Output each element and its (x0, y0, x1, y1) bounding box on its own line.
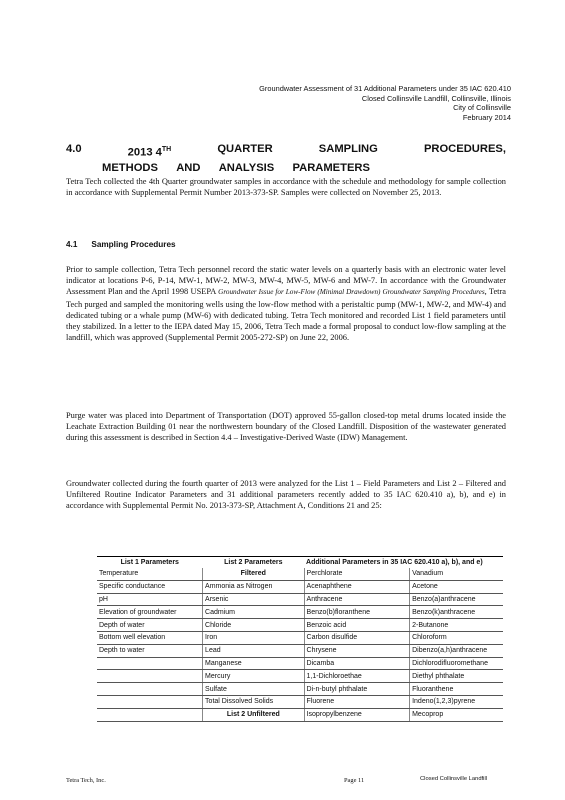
table-cell (97, 708, 203, 721)
table-cell: Dicamba (304, 657, 410, 670)
section-title-line2-word-3: ANALYSIS (218, 161, 275, 174)
table-cell: Di-n-butyl phthalate (304, 683, 410, 696)
table-cell: Specific conductance (97, 580, 203, 593)
table-row (97, 580, 503, 593)
header-line-2: Closed Collinsville Landfill, Collinsville, Illinois (361, 93, 511, 103)
table-cell (97, 657, 203, 670)
table-cell: Bottom well elevation (97, 631, 203, 644)
table-cell: Arsenic (203, 593, 305, 606)
table-row (97, 593, 503, 606)
table-cell: Benzo(a)anthracene (410, 593, 503, 606)
table-cell: Dichlorodifluoromethane (410, 657, 503, 670)
table-cell: Sulfate (203, 683, 305, 696)
table-row (97, 606, 503, 619)
section-title-line2-word-2: AND (176, 161, 201, 174)
table-cell: Iron (203, 631, 305, 644)
table-cell (97, 695, 203, 708)
table-cell: Chloroform (410, 631, 503, 644)
table-cell: Elevation of groundwater (97, 606, 203, 619)
table-cell: 1,1-Dichloroethae (304, 670, 410, 683)
table-cell: 2-Butanone (410, 619, 503, 632)
table-cell: Ammonia as Nitrogen (203, 580, 305, 593)
table-cell: List 2 Unfiltered (203, 708, 305, 721)
table-cell: Lead (203, 644, 305, 657)
table-row (97, 695, 503, 708)
table-cell: Acenaphthene (304, 580, 410, 593)
table-cell: Benzo(k)anthracene (410, 606, 503, 619)
table-cell: Carbon disulfide (304, 631, 410, 644)
table-cell: Benzo(b)floranthene (304, 606, 410, 619)
table-row (97, 644, 503, 657)
section-number: 4.0 (66, 143, 82, 155)
table-header-additional: Additional Parameters in 35 IAC 620.410 a), b), and e) (304, 557, 503, 569)
table-cell: Depth to water (97, 644, 203, 657)
document-header (259, 84, 511, 122)
table-cell: Manganese (203, 657, 305, 670)
section-heading (66, 142, 506, 176)
section-title-word-2: SAMPLING (318, 143, 378, 155)
table-cell: Anthracene (304, 593, 410, 606)
table-cell: Isopropylbenzene (304, 708, 410, 721)
purge-paragraph: Purge water was placed into Department of Transportation (DOT) approved 55-gallon closed-top metal drums located inside the Leachate Extraction Building 01 near the northwestern boundary of the Closed Landfill. Disposition of the wastewater generated during this assessment is described in Section 4.4 – Investigative-Derived Waste (IDW) Management. (66, 411, 506, 443)
section-title-line2-word-4: PARAMETERS (292, 161, 370, 174)
table-cell: Mercury (203, 670, 305, 683)
table-row (97, 683, 503, 696)
footer-company: Tetra Tech, Inc. (66, 777, 106, 784)
sampling-reference-title: Groundwater Issue for Low-Flow (Minimal Drawdown) Groundwater Sampling Procedures (218, 288, 485, 297)
table-cell: Indeno(1,2,3)pyrene (410, 695, 503, 708)
section-title-word-3: PROCEDURES, (423, 143, 506, 155)
table-header-list2: List 2 Parameters (203, 557, 305, 569)
groundwater-paragraph: Groundwater collected during the fourth quarter of 2013 were analyzed for the List 1 – Field Parameters and List 2 – Filtered and Unfiltered Routine Indicator Parameters and 31 additional parameters recently added to 35 IAC 620.410 a), b), and e) in accordance with Supplemental Permit No. 2013-373-SP, Attachment A, Conditions 21 and 25: (66, 479, 506, 511)
table-cell: Acetone (410, 580, 503, 593)
table-header-row (97, 557, 503, 569)
table-cell: Mecoprop (410, 708, 503, 721)
table-cell: Chrysene (304, 644, 410, 657)
footer-site: Closed Collinsville Landfill (420, 776, 488, 782)
table-row (97, 657, 503, 670)
table-cell: Diethyl phthalate (410, 670, 503, 683)
table-cell (97, 683, 203, 696)
table-body (97, 568, 503, 721)
table-cell: Temperature (97, 568, 203, 580)
table-row (97, 631, 503, 644)
table-row (97, 568, 503, 580)
section-title-word-1: QUARTER (217, 143, 273, 155)
table-row (97, 708, 503, 721)
table-cell: Vanadium (410, 568, 503, 580)
subsection-heading (66, 240, 190, 249)
table-cell (97, 670, 203, 683)
table-row (97, 619, 503, 632)
section-title-year: 2013 4TH (127, 146, 172, 159)
table-cell: Perchlorate (304, 568, 410, 580)
table-row (97, 670, 503, 683)
sampling-paragraph: Prior to sample collection, Tetra Tech personnel record the static water levels on a quarterly basis with an electronic water level indicator at locations P-6, P-14, MW-1, MW-2, MW-3, MW-4, MW-5, MW-6 and MW-7. In accordance with the Groundwater Assessment Plan and the April 1998 USEPA Groundwater Issue for Low-Flow (Minimal Drawdown) Groundwater Sampling Procedures, Tetra Tech purged and sampled the monitoring wells using the low-flow method with a peristaltic pump (MW-1, MW-2, and MW-4) and dedicated tubing or a whale pump (MW-6) with dedicated tubing. Tetra Tech monitored and recorded List 1 field parameters until they stabilized. In a letter to the IEPA dated May 15, 2006, Tetra Tech made a formal proposal to conduct low-flow sampling at the landfill, which was approved (Supplemental Permit 2005-272-SP) on June 22, 2006. (66, 265, 506, 343)
table-cell: pH (97, 593, 203, 606)
table-cell: Dibenzo(a,h)anthracene (410, 644, 503, 657)
table-cell: Chloride (203, 619, 305, 632)
table-cell: Depth of water (97, 619, 203, 632)
table-cell: Benzoic acid (304, 619, 410, 632)
table-header-list1: List 1 Parameters (97, 557, 203, 569)
table-cell: Fluorene (304, 695, 410, 708)
table-cell: Fluoranthene (410, 683, 503, 696)
parameters-table (97, 556, 503, 722)
header-line-1: Groundwater Assessment of 31 Additional Parameters under 35 IAC 620.410 (259, 84, 511, 93)
section-title-line2-word-1: METHODS (102, 161, 158, 174)
subsection-number: 4.1 (66, 240, 78, 249)
table-cell: Filtered (203, 568, 305, 580)
footer-page-number: Page 11 (344, 777, 365, 784)
subsection-title: Sampling Procedures (91, 240, 176, 249)
table-cell: Total Dissolved Solids (203, 695, 305, 708)
intro-paragraph: Tetra Tech collected the 4th Quarter groundwater samples in accordance with the schedule and methodology for sample collection in accordance with Supplemental Permit Number 2013-373-SP. Samples were collected on November 25, 2013. (66, 177, 506, 198)
header-line-3: City of Collinsville (453, 103, 511, 113)
table-cell: Cadmium (203, 606, 305, 619)
header-line-4: February 2014 (462, 112, 511, 122)
